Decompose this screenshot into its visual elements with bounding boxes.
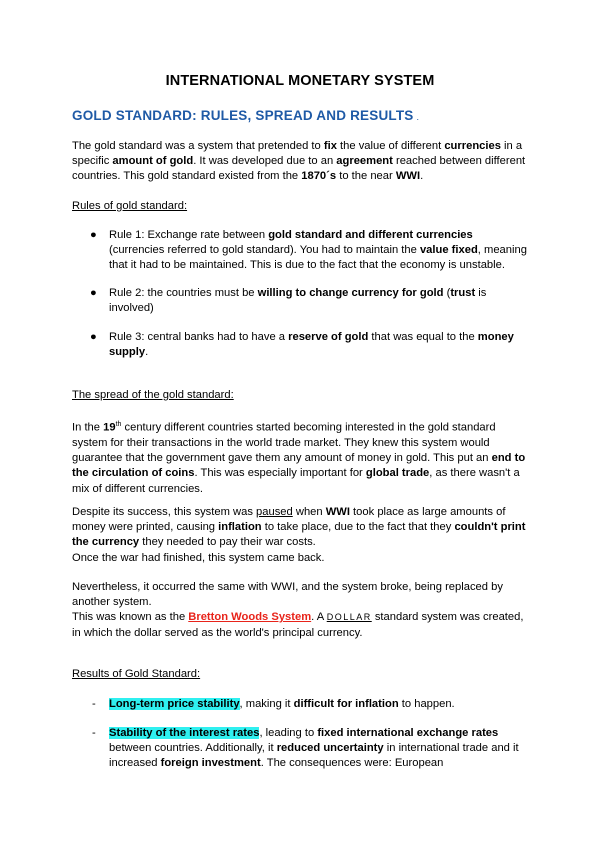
dash-icon: - xyxy=(92,698,96,710)
subtitle-dot: . xyxy=(416,112,420,122)
bullet-icon: ● xyxy=(90,331,97,343)
bullet-icon: ● xyxy=(90,229,97,241)
results-heading: Results of Gold Standard: xyxy=(72,668,201,680)
spread-paragraph-1: In the 19th century different countries started becoming interested in the gold standard system for their transactions in the world trade market. They knew this system would guarantee that the government gave them any amount of money in gold. This put an end to the circulation of coins. This was especially important for global trade, as there wasn't a mix of different currencies. xyxy=(72,421,526,495)
rule-2-text: Rule 2: the countries must be willing to change currency for gold (trust is involved) xyxy=(109,287,487,315)
page-title: INTERNATIONAL MONETARY SYSTEM xyxy=(165,73,435,89)
rule-3-text: Rule 3: central banks had to have a reserve of gold that was equal to the money supply. xyxy=(109,331,514,359)
rule-1-text: Rule 1: Exchange rate between gold standard and different currencies (currencies referred to gold standard). You had to maintain the value fixed, meaning that it had to be maintained. This is due to the fact that the economy is unstable. xyxy=(109,229,527,272)
bretton-woods-link: Bretton Woods System xyxy=(188,611,312,624)
result-1-text: Long-term price stability, making it difficult for inflation to happen. xyxy=(109,698,455,710)
spread-paragraph-3: Nevertheless, it occurred the same with WWI, and the system broke, being replaced by another system. This was known as the Bretton Woods System. A DOLLAR standard system was created, in which the dollar served as the world's principal currency. xyxy=(72,581,524,639)
rules-heading: Rules of gold standard: xyxy=(72,200,188,212)
intro-paragraph: The gold standard was a system that pretended to fix the value of different currencies in a specific amount of gold. It was developed due to an agreement reached between different countries. This gold standard existed from the 1870´s to the near WWI. xyxy=(72,140,526,183)
spread-paragraph-2: Despite its success, this system was paused when WWI took place as large amounts of money were printed, causing inflation to take place, due to the fact that they couldn't print the currency they needed to pay their war costs. Once the war had finished, this system came back. xyxy=(72,506,526,564)
spread-heading: The spread of the gold standard: xyxy=(72,389,234,401)
subtitle-text: GOLD STANDARD: RULES, SPREAD AND RESULTS xyxy=(72,108,414,123)
bullet-icon: ● xyxy=(90,287,97,299)
result-2-text: Stability of the interest rates, leading to fixed international exchange rates between countries. Additionally, it reduced uncertainty in international trade and it increased foreign investment. The consequences were: European xyxy=(109,727,519,770)
dash-icon: - xyxy=(92,727,96,739)
section-subtitle xyxy=(72,108,419,123)
